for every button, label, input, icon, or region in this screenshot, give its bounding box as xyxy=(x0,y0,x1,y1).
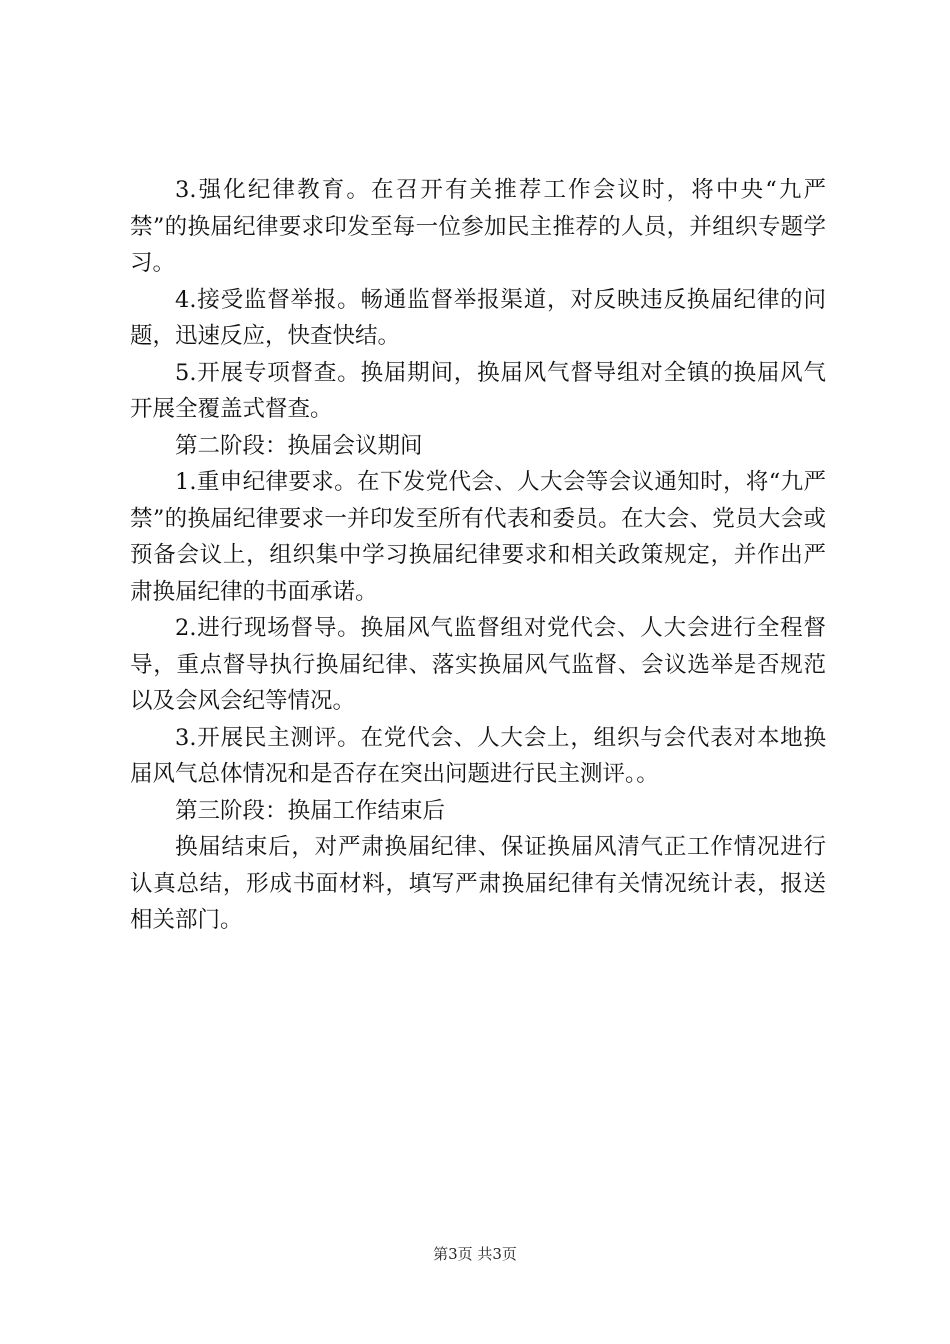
paragraph-summary: 换届结束后，对严肃换届纪律、保证换届风清气正工作情况进行认真总结，形成书面材料，填写严肃换届纪律有关情况统计表，报送相关部门。 xyxy=(130,834,826,933)
paragraph-democratic-evaluation: 3.开展民主测评。在党代会、人大会上，组织与会代表对本地换届风气总体情况和是否存在突出问题进行民主测评。。 xyxy=(130,724,826,787)
page-number: 第3页 共3页 xyxy=(433,1245,517,1263)
paragraph-onsite-supervision: 2.进行现场督导。换届风气监督组对党代会、人大会进行全程督导，重点督导执行换届纪律、落实换届风气监督、会议选举是否规范以及会风会纪等情况。 xyxy=(130,615,826,714)
paragraph-education: 3.强化纪律教育。在召开有关推荐工作会议时，将中央“九严禁”的换届纪律要求印发至每一位参加民主推荐的人员，并组织专题学习。 xyxy=(130,177,826,276)
paragraph-special-inspection: 5.开展专项督查。换届期间，换届风气督导组对全镇的换届风气开展全覆盖式督查。 xyxy=(130,359,826,422)
section-heading-stage-two: 第二阶段：换届会议期间 xyxy=(175,432,423,459)
section-heading-stage-three: 第三阶段：换届工作结束后 xyxy=(175,797,446,824)
paragraph-supervision-report: 4.接受监督举报。畅通监督举报渠道，对反映违反换届纪律的问题，迅速反应，快查快结。 xyxy=(130,286,826,349)
paragraph-reiterate-discipline: 1.重申纪律要求。在下发党代会、人大会等会议通知时，将“九严禁”的换届纪律要求一并印发至所有代表和委员。在大会、党员大会或预备会议上，组织集中学习换届纪律要求和相关政策规定，并作出严肃换届纪律的书面承诺。 xyxy=(130,469,826,605)
document-body xyxy=(130,172,826,939)
